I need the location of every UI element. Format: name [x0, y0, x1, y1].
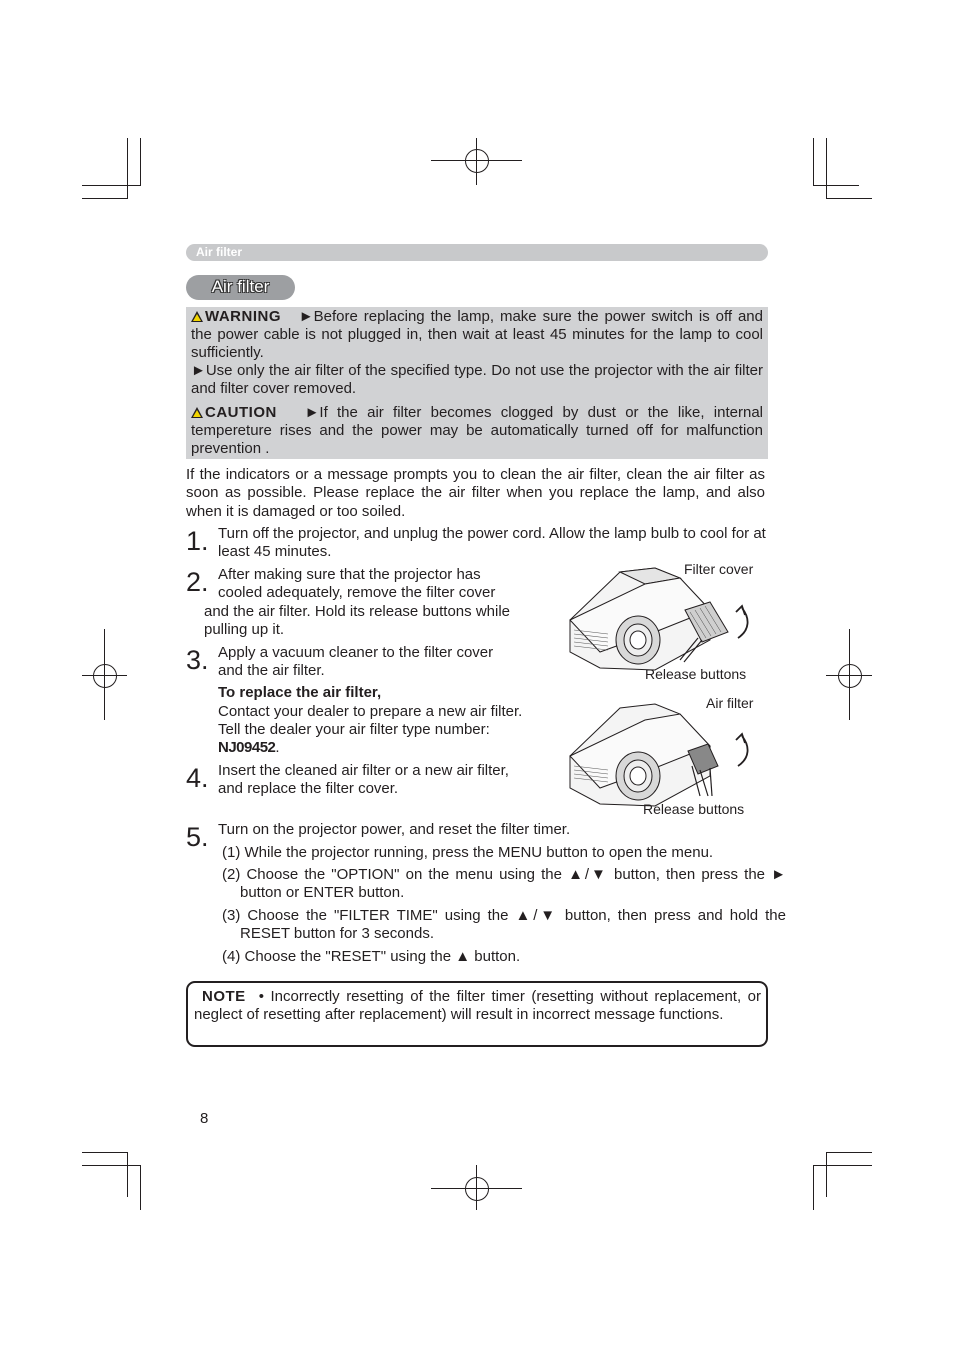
note-box: [186, 981, 768, 1047]
step-5-text: Turn on the projector power, and reset the filter timer.: [218, 821, 571, 838]
caution-triangle-icon: [191, 407, 203, 418]
warning-paragraph: [191, 308, 763, 363]
projector-filter-cover-illustration: [570, 568, 748, 670]
caution-text: ►If the air filter becomes clogged by dust or the like, internal tempereture rises and the power may be automatically turned off for malfunction prevention .: [191, 404, 763, 458]
warning-box: [186, 307, 768, 459]
step-2-number: 2.: [186, 567, 209, 597]
intro-paragraph: If the indicators or a message prompts you to clean the air filter, clean the air filter as soon as possible. Please replace the air filter when you replace the lamp, and also when it is damaged or too soiled.: [186, 466, 765, 520]
note-text: • Incorrectly resetting of the filter timer (resetting without replacement, or neglect of resetting after replacement) will result in incorrect message functions.: [194, 988, 761, 1024]
step-3-subtitle: To replace the air filter,: [218, 684, 382, 701]
step-2-text-d: pulling up it.: [204, 621, 285, 638]
caution-label: CAUTION: [205, 404, 277, 421]
release-buttons-label-bottom: Release buttons: [643, 801, 745, 817]
step-4-number: 4.: [186, 763, 209, 793]
step-3-number: 3.: [186, 645, 209, 675]
caution-paragraph: [191, 404, 763, 459]
step-3-sub-line-2: Tell the dealer your air filter type number:: [218, 721, 490, 738]
filter-cover-label: Filter cover: [684, 561, 754, 577]
page-number: 8: [200, 1110, 209, 1127]
projector-illustrations: [560, 560, 770, 820]
section-header-label: Air filter: [196, 245, 243, 259]
step-3-text-a: Apply a vacuum cleaner to the filter cover: [218, 644, 494, 661]
part-number-suffix: .: [275, 739, 280, 756]
step-5-number: 5.: [186, 822, 209, 852]
warning-text-1: ►Before replacing the lamp, make sure the power switch is off and the power cable is not plugged in, then wait at least 45 minutes for the lamp to cool sufficiently.: [191, 308, 763, 362]
step-5-sub-2: (2) Choose the "OPTION" on the menu using the ▲/▼ button, then press the ► button or ENTER button.: [222, 866, 786, 902]
release-buttons-label-top: Release buttons: [645, 666, 747, 682]
page-title: [186, 275, 295, 300]
step-2-text-c: and the air filter. Hold its release buttons while: [204, 603, 510, 620]
air-filter-label: Air filter: [706, 695, 754, 711]
part-number-line: [218, 739, 280, 757]
projector-air-filter-illustration: [570, 704, 748, 806]
warning-triangle-icon: [191, 311, 203, 322]
step-3-text-b: and the air filter.: [218, 662, 325, 679]
step-5-sub-4: (4) Choose the "RESET" using the ▲ button.: [222, 948, 521, 965]
step-2-text-a: After making sure that the projector has: [218, 566, 481, 583]
section-header-bar: [186, 244, 768, 261]
step-1-text: Turn off the projector, and unplug the power cord. Allow the lamp bulb to cool for at least 45 minutes.: [218, 525, 766, 561]
step-3-sub-line-1: Contact your dealer to prepare a new air filter.: [218, 703, 523, 720]
warning-text-2: ►Use only the air filter of the specified type. Do not use the projector with the air filter and filter cover removed.: [191, 362, 763, 398]
step-5-sub-1: (1) While the projector running, press the MENU button to open the menu.: [222, 844, 714, 861]
step-4-text-b: and replace the filter cover.: [218, 780, 399, 797]
page-title-label: Air filter: [211, 277, 270, 296]
warning-label: WARNING: [205, 308, 281, 325]
step-1-number: 1.: [186, 526, 209, 556]
note-label: NOTE: [202, 988, 246, 1005]
step-5-sub-3: (3) Choose the "FILTER TIME" using the ▲/▼ button, then press and hold the RESET button for 3 seconds.: [222, 907, 786, 943]
step-2-text-b: cooled adequately, remove the filter cover: [218, 584, 496, 601]
note-paragraph: [194, 988, 761, 1025]
step-4-text-a: Insert the cleaned air filter or a new air filter,: [218, 762, 509, 779]
part-number: NJ09452: [218, 739, 276, 756]
